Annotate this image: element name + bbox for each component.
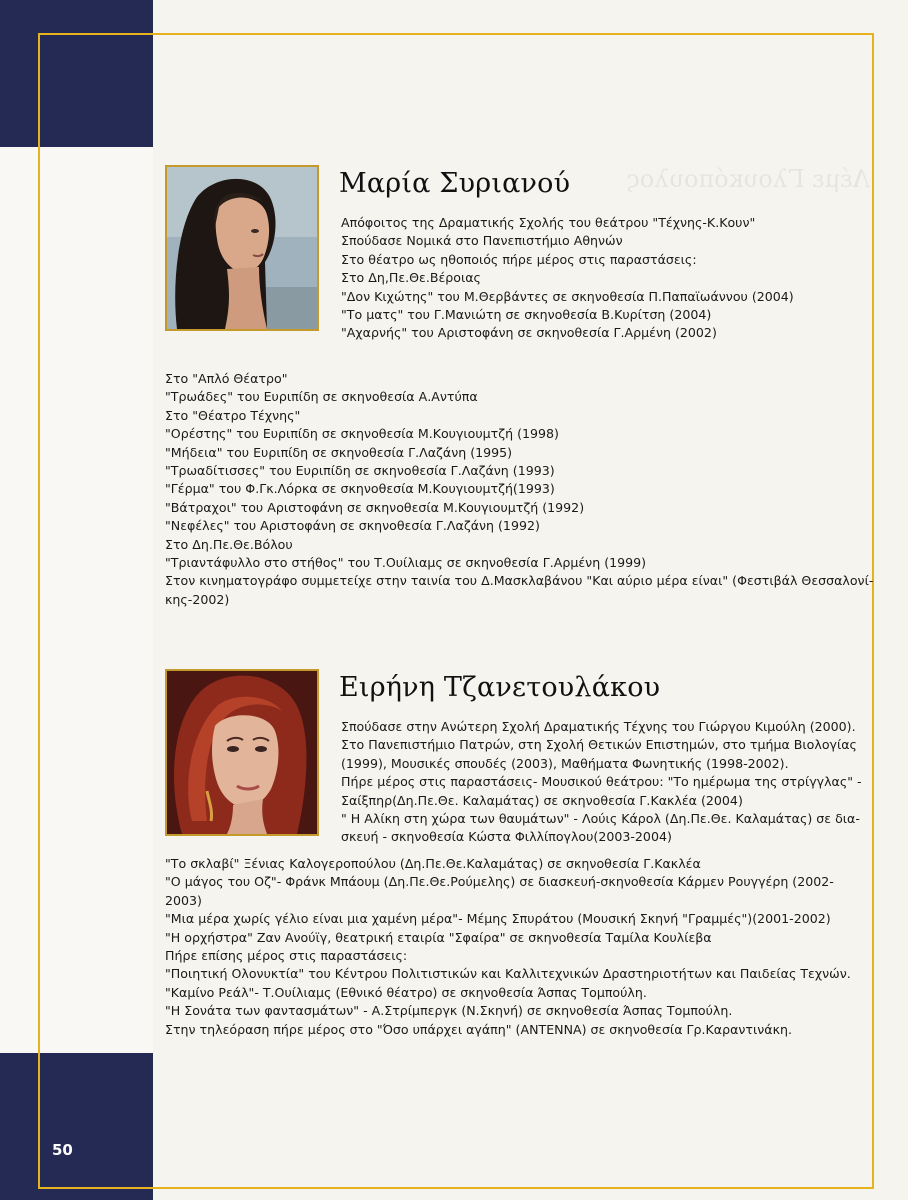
bio-line: "Τρωάδες" του Ευριπίδη σε σκηνοθεσία Α.Αντύπα — [165, 389, 478, 405]
bio-line: Στον κινηματογράφο συμμετείχε στην ταινία του Δ.Μασκλαβάνου "Και αύριο μέρα είναι" (Φεστιβάλ Θεσσαλονί- — [165, 573, 874, 589]
bio-line: Στην τηλεόραση πήρε μέρος στο "Όσο υπάρχει αγάπη" (ANTENNA) σε σκηνοθεσία Γρ.Καραντινάκη. — [165, 1021, 792, 1037]
bio-line: "Ορέστης" του Ευριπίδη σε σκηνοθεσία Μ.Κουγιουμτζή (1998) — [165, 426, 559, 442]
bio-line: "Νεφέλες" του Αριστοφάνη σε σκηνοθεσία Γ.Λαζάνη (1992) — [165, 518, 540, 534]
bio-line: κης-2002) — [165, 591, 230, 607]
bio-line: (1999), Μουσικές σπουδές (2003), Μαθήματα Φωνητικής (1998-2002). — [341, 755, 789, 771]
bio-line: Στο Δη,Πε.Θε.Βέροιας — [341, 270, 481, 286]
bio-line: "Δον Κιχώτης" του Μ.Θερβάντες σε σκηνοθεσία Π.Παπαϊωάννου (2004) — [341, 288, 794, 304]
portrait-photo-maria — [165, 165, 319, 331]
bio-line: "Το ματς" του Γ.Μανιώτη σε σκηνοθεσία Β.Κυρίτση (2004) — [341, 307, 712, 323]
bio-line: Στο θέατρο ως ηθοποιός πήρε μέρος στις παραστάσεις: — [341, 251, 697, 267]
bleed-through-text: Λέμε Γλουκόπουλος — [626, 165, 870, 193]
actor-bio-side — [341, 214, 794, 343]
bio-line: Στο Πανεπιστήμιο Πατρών, στη Σχολή Θετικών Επιστημών, στο τμήμα Βιολογίας — [341, 737, 857, 753]
bio-line: Απόφοιτος της Δραματικής Σχολής του θεάτρου "Τέχνης-Κ.Κουν" — [341, 215, 756, 230]
actor-name: Ειρήνη Τζανετουλάκου — [339, 672, 661, 703]
portrait-photo-eirini — [165, 669, 319, 836]
bio-line: Πήρε επίσης μέρος στις παραστάσεις: — [165, 948, 408, 964]
bio-line: Σπούδασε Νομικά στο Πανεπιστήμιο Αθηνών — [341, 233, 623, 249]
bio-line: "Τρωαδίτισσες" του Ευριπίδη σε σκηνοθεσία Γ.Λαζάνη (1993) — [165, 463, 555, 479]
actor-name: Μαρία Συριανού — [339, 168, 571, 199]
bio-line: σκευή - σκηνοθεσία Κώστα Φιλλίπογλου(2003-2004) — [341, 829, 672, 845]
actor-bio-full — [165, 370, 873, 609]
bio-line: Στο "Απλό Θέατρο" — [165, 371, 288, 386]
bio-line: "Ο μάγος του Οζ"- Φράνκ Μπάουμ (Δη.Πε.Θε.Ρούμελης) σε διασκευή-σκηνοθεσία Κάρμεν Ρουγγέρη (2002- — [165, 874, 834, 890]
bio-line: " Η Αλίκη στη χώρα των θαυμάτων" - Λούις Κάρολ (Δη.Πε.Θε. Καλαμάτας) σε δια- — [341, 811, 860, 827]
bio-line: Στο "Θέατρο Τέχνης" — [165, 407, 301, 423]
bio-line: "Τριαντάφυλλο στο στήθος" του Τ.Ουίλιαμς σε σκηνοθεσία Γ.Αρμένη (1999) — [165, 555, 647, 571]
bio-line: "Γέρμα" του Φ.Γκ.Λόρκα σε σκηνοθεσία Μ.Κουγιουμτζή(1993) — [165, 481, 555, 497]
bio-line: "Ποιητική Ολονυκτία" του Κέντρου Πολιτιστικών και Καλλιτεχνικών Δραστηριοτήτων και Παιδείας Τεχνών. — [165, 966, 851, 982]
bio-line: Σαίξπηρ(Δη.Πε.Θε. Καλαμάτας) σε σκηνοθεσία Γ.Κακλέα (2004) — [341, 792, 743, 808]
bio-line: "Η Σονάτα των φαντασμάτων" - Α.Στρίμπεργκ (Ν.Σκηνή) σε σκηνοθεσία Άσπας Τομπούλη. — [165, 1003, 733, 1019]
actor-bio-side — [341, 718, 862, 847]
actor-bio-full — [165, 855, 851, 1039]
bio-line: "Μια μέρα χωρίς γέλιο είναι μια χαμένη μέρα"- Μέμης Σπυράτου (Μουσική Σκηνή "Γραμμές")(2001-2002) — [165, 911, 831, 927]
portrait-woman-dark-hair-icon — [167, 167, 317, 329]
bio-line: Σπούδασε στην Ανώτερη Σχολή Δραματικής Τέχνης του Γιώργου Κιμούλη (2000). — [341, 719, 856, 734]
bio-line: "Μήδεια" του Ευριπίδη σε σκηνοθεσία Γ.Λαζάνη (1995) — [165, 444, 513, 460]
page-number: 50 — [52, 1141, 73, 1159]
portrait-woman-red-hair-icon — [167, 671, 317, 834]
bio-line: Πήρε μέρος στις παραστάσεις- Μουσικού θεάτρου: "Το ημέρωμα της στρίγγλας" - — [341, 774, 862, 790]
bio-line: "Το σκλαβί" Ξένιας Καλογεροπούλου (Δη.Πε.Θε.Καλαμάτας) σε σκηνοθεσία Γ.Κακλέα — [165, 856, 701, 871]
bio-line: "Η ορχήστρα" Ζαν Ανούϊγ, θεατρική εταιρία "Σφαίρα" σε σκηνοθεσία Ταμίλα Κουλίεβα — [165, 929, 712, 945]
bio-line: "Βάτραχοι" του Αριστοφάνη σε σκηνοθεσία Μ.Κουγιουμτζή (1992) — [165, 499, 585, 515]
bio-line: 2003) — [165, 892, 202, 908]
bio-line: Στο Δη.Πε.Θε.Βόλου — [165, 536, 293, 552]
bio-line: "Καμίνο Ρεάλ"- Τ.Ουίλιαμς (Εθνικό θέατρο) σε σκηνοθεσία Άσπας Τομπούλη. — [165, 984, 647, 1000]
bio-line: "Αχαρνής" του Αριστοφάνη σε σκηνοθεσία Γ.Αρμένη (2002) — [341, 325, 717, 341]
